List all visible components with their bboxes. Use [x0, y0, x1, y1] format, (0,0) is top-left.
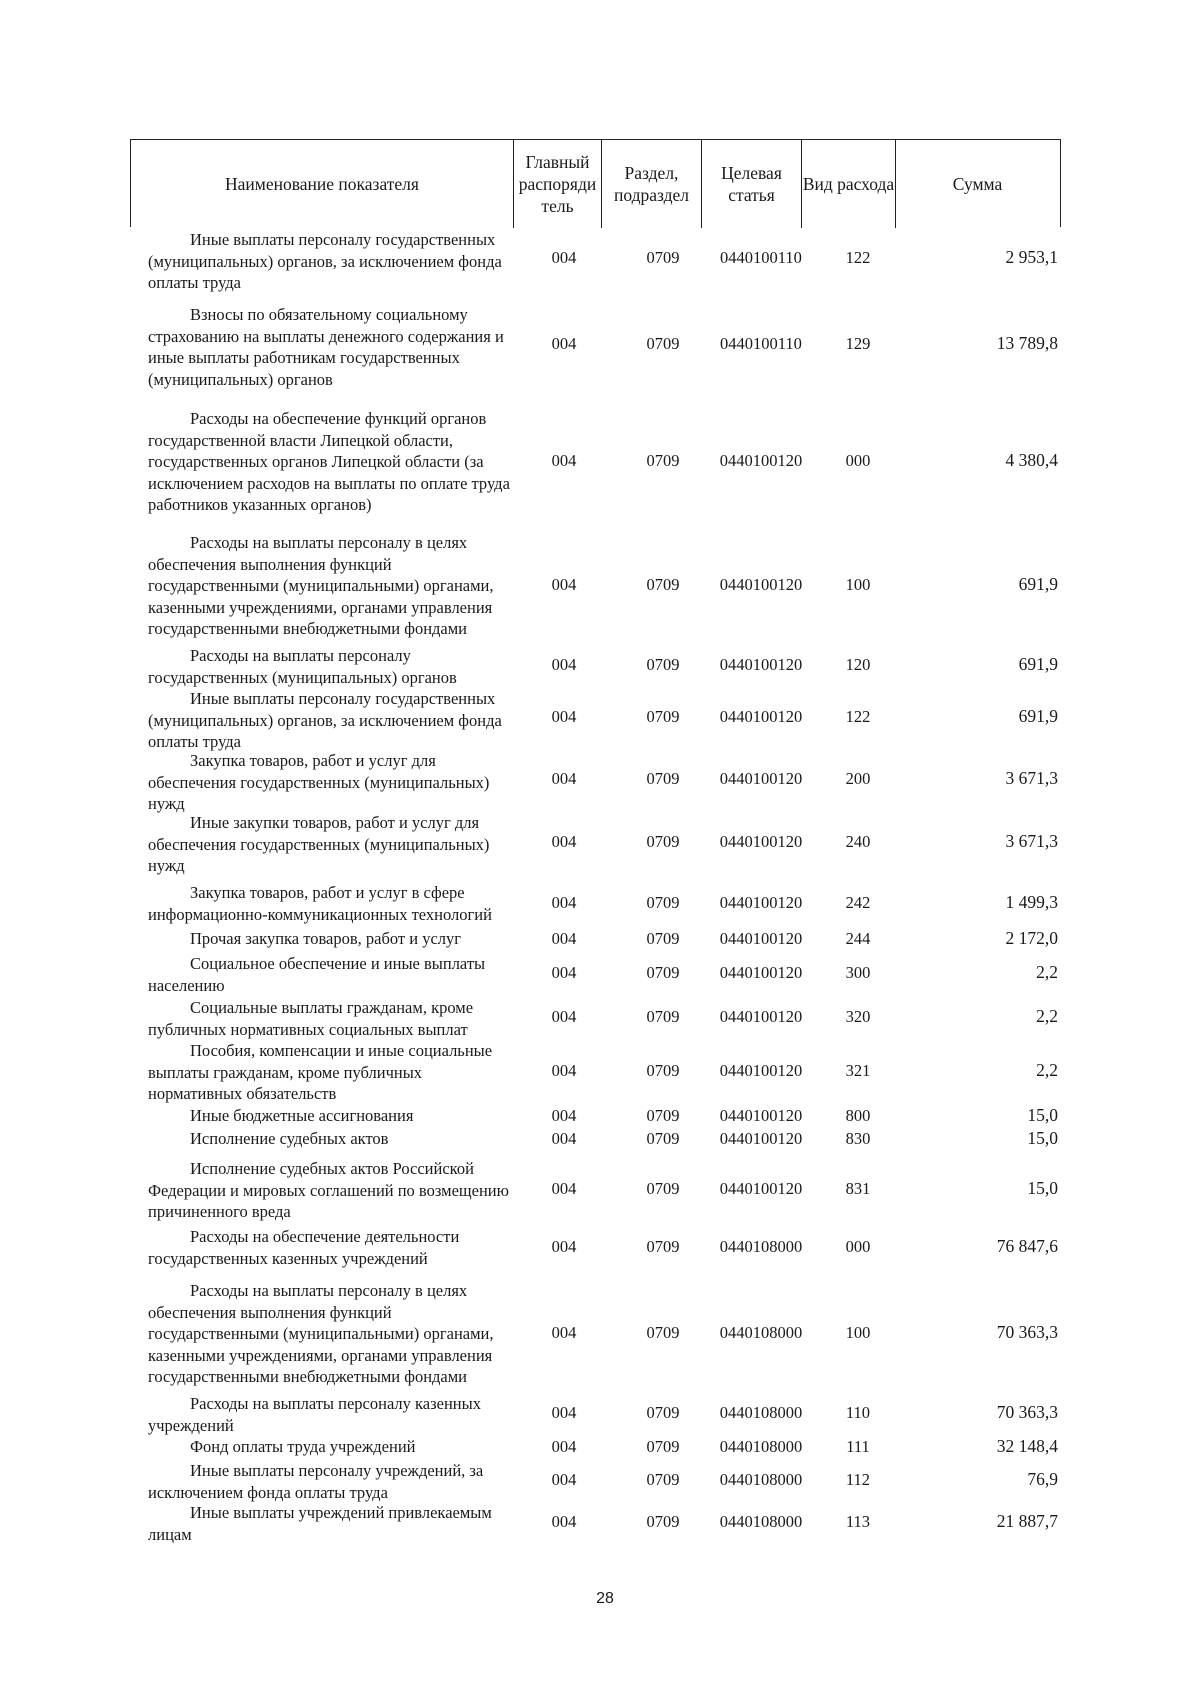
row-sum: 70 363,3 — [996, 1322, 1058, 1343]
row-name — [148, 1040, 520, 1105]
row-grbs: 004 — [551, 1437, 577, 1457]
row-grbs: 004 — [551, 1470, 577, 1490]
row-sum: 691,9 — [1018, 654, 1058, 675]
row-vr: 129 — [845, 334, 871, 354]
row-vr: 120 — [845, 655, 871, 675]
row-grbs: 004 — [551, 1512, 577, 1532]
row-grbs: 004 — [551, 1403, 577, 1423]
row-cs: 0440100120 — [719, 655, 803, 675]
row-name-text: Закупка товаров, работ и услуг в сфере информационно-коммуникационных технологий — [148, 883, 492, 924]
table-row — [148, 1226, 1058, 1268]
row-cs: 0440108000 — [719, 1403, 803, 1423]
header-name: Наименование показателя — [225, 174, 419, 194]
row-name-text: Иные выплаты персоналу государственных (муниципальных) органов, за исключением фонда оплаты труда — [148, 230, 502, 292]
row-razdel: 0709 — [646, 1323, 680, 1343]
table-row — [148, 1280, 1058, 1386]
table-row — [148, 1393, 1058, 1433]
row-sum: 21 887,7 — [996, 1511, 1058, 1532]
row-name — [148, 882, 520, 925]
row-grbs: 004 — [551, 451, 577, 471]
row-sum: 3 671,3 — [1005, 768, 1058, 789]
row-name-text: Расходы на выплаты персоналу казенных учреждений — [148, 1394, 481, 1435]
table-row — [148, 1158, 1058, 1220]
row-name-text: Пособия, компенсации и иные социальные выплаты гражданам, кроме публичных нормативных обязательств — [148, 1041, 493, 1103]
row-cs: 0440100120 — [719, 963, 803, 983]
row-grbs: 004 — [551, 707, 577, 727]
table-row — [148, 1040, 1058, 1102]
row-name — [148, 997, 520, 1040]
row-vr: 800 — [845, 1106, 871, 1126]
row-vr: 110 — [845, 1403, 871, 1423]
row-name-text: Иные закупки товаров, работ и услуг для обеспечения государственных (муниципальных) нужд — [148, 813, 490, 875]
row-name — [148, 532, 520, 640]
row-cs: 0440100110 — [720, 334, 802, 354]
table-row — [148, 688, 1058, 751]
row-vr: 830 — [845, 1129, 871, 1149]
row-vr: 122 — [845, 248, 871, 268]
row-sum: 1 499,3 — [1005, 892, 1058, 913]
table-row — [148, 812, 1058, 875]
row-grbs: 004 — [551, 575, 577, 595]
row-cs: 0440100120 — [719, 1179, 803, 1199]
row-sum: 15,0 — [1027, 1178, 1058, 1199]
header-vr: Вид расхода — [801, 140, 895, 228]
table-row — [148, 229, 1058, 292]
row-grbs: 004 — [551, 832, 577, 852]
row-grbs: 004 — [551, 334, 577, 354]
table-row — [148, 1105, 1058, 1127]
row-cs: 0440100110 — [720, 248, 802, 268]
row-sum: 2 172,0 — [1005, 928, 1058, 949]
row-cs: 0440100120 — [719, 832, 803, 852]
row-name-text: Фонд оплаты труда учреждений — [190, 1437, 416, 1456]
row-cs: 0440100120 — [719, 1007, 803, 1027]
table-row — [148, 882, 1058, 924]
row-name-text: Исполнение судебных актов — [190, 1129, 389, 1148]
row-vr: 100 — [845, 1323, 871, 1343]
table-header — [130, 139, 1061, 227]
table-row — [148, 750, 1058, 813]
row-razdel: 0709 — [646, 248, 680, 268]
row-name — [148, 645, 520, 688]
row-vr: 831 — [845, 1179, 871, 1199]
row-cs: 0440100120 — [719, 1106, 803, 1126]
row-razdel: 0709 — [646, 832, 680, 852]
row-name — [148, 1105, 520, 1127]
row-razdel: 0709 — [646, 1179, 680, 1199]
row-name-text: Расходы на выплаты персоналу государственных (муниципальных) органов — [148, 646, 457, 687]
table-row — [148, 1460, 1058, 1500]
row-name-text: Взносы по обязательному социальному страхованию на выплаты денежного содержания и иные выплаты работникам государственных (муниципальных) органов — [148, 305, 504, 389]
row-razdel: 0709 — [646, 575, 680, 595]
row-vr: 000 — [845, 1237, 871, 1257]
row-name-text: Иные выплаты учреждений привлекаемым лицам — [148, 1503, 492, 1544]
row-razdel: 0709 — [646, 963, 680, 983]
row-razdel: 0709 — [646, 1129, 680, 1149]
row-name — [148, 953, 520, 996]
row-razdel: 0709 — [646, 655, 680, 675]
row-cs: 0440100120 — [719, 769, 803, 789]
row-sum: 70 363,3 — [996, 1402, 1058, 1423]
row-name — [148, 1393, 520, 1436]
row-name-text: Социальные выплаты гражданам, кроме публичных нормативных социальных выплат — [148, 998, 474, 1039]
row-vr: 320 — [845, 1007, 871, 1027]
table-row — [148, 1436, 1058, 1458]
table-row — [148, 645, 1058, 685]
row-razdel: 0709 — [646, 769, 680, 789]
table-row — [148, 532, 1058, 638]
table-row — [148, 1502, 1058, 1542]
row-grbs: 004 — [551, 769, 577, 789]
row-name-text: Исполнение судебных актов Российской Федерации и мировых соглашений по возмещению причиненного вреда — [148, 1159, 509, 1221]
row-vr: 240 — [845, 832, 871, 852]
header-razdel: Раздел, подраздел — [601, 140, 701, 228]
row-sum: 15,0 — [1027, 1128, 1058, 1149]
row-vr: 100 — [845, 575, 871, 595]
row-razdel: 0709 — [646, 707, 680, 727]
row-grbs: 004 — [551, 929, 577, 949]
row-sum: 2,2 — [1036, 1006, 1058, 1027]
row-vr: 300 — [845, 963, 871, 983]
row-cs: 0440100120 — [719, 451, 803, 471]
row-sum: 76 847,6 — [996, 1236, 1058, 1257]
table-row — [148, 997, 1058, 1037]
row-sum: 13 789,8 — [996, 333, 1058, 354]
row-sum: 32 148,4 — [996, 1436, 1058, 1457]
row-grbs: 004 — [551, 1007, 577, 1027]
row-vr: 321 — [845, 1061, 871, 1081]
row-name — [148, 229, 520, 294]
row-vr: 242 — [845, 893, 871, 913]
page-number: 28 — [596, 1590, 614, 1607]
row-sum: 3 671,3 — [1005, 831, 1058, 852]
row-cs: 0440108000 — [719, 1470, 803, 1490]
row-name-text: Иные выплаты персоналу учреждений, за исключением фонда оплаты труда — [148, 1461, 484, 1502]
row-cs: 0440100120 — [719, 575, 803, 595]
row-name — [148, 1158, 520, 1223]
row-vr: 200 — [845, 769, 871, 789]
row-razdel: 0709 — [646, 1106, 680, 1126]
row-vr: 111 — [846, 1437, 870, 1457]
row-razdel: 0709 — [646, 1512, 680, 1532]
row-grbs: 004 — [551, 655, 577, 675]
row-sum: 691,9 — [1018, 706, 1058, 727]
row-cs: 0440108000 — [719, 1323, 803, 1343]
row-name — [148, 1226, 520, 1269]
row-name — [148, 1128, 520, 1150]
row-name — [148, 1436, 520, 1458]
row-sum: 2 953,1 — [1005, 247, 1058, 268]
header-cs: Целевая статья — [701, 140, 801, 228]
table-row — [148, 408, 1058, 514]
row-razdel: 0709 — [646, 1403, 680, 1423]
row-name-text: Иные выплаты персоналу государственных (муниципальных) органов, за исключением фонда оплаты труда — [148, 689, 502, 751]
row-name-text: Расходы на обеспечение деятельности государственных казенных учреждений — [148, 1227, 460, 1268]
row-vr: 244 — [845, 929, 871, 949]
row-razdel: 0709 — [646, 1470, 680, 1490]
row-sum: 2,2 — [1036, 1060, 1058, 1081]
row-cs: 0440100120 — [719, 893, 803, 913]
row-grbs: 004 — [551, 1061, 577, 1081]
row-grbs: 004 — [551, 1179, 577, 1199]
row-name-text: Социальное обеспечение и иные выплаты населению — [148, 954, 486, 995]
row-name — [148, 1460, 520, 1503]
row-cs: 0440100120 — [719, 929, 803, 949]
row-name — [148, 304, 520, 390]
row-vr: 113 — [845, 1512, 871, 1532]
row-razdel: 0709 — [646, 1061, 680, 1081]
row-name-text: Иные бюджетные ассигнования — [190, 1106, 414, 1125]
row-razdel: 0709 — [646, 1007, 680, 1027]
row-name — [148, 408, 520, 516]
row-sum: 2,2 — [1036, 962, 1058, 983]
table-row — [148, 1128, 1058, 1150]
row-name-text: Прочая закупка товаров, работ и услуг — [190, 929, 462, 948]
row-vr: 112 — [845, 1470, 871, 1490]
row-razdel: 0709 — [646, 1237, 680, 1257]
row-cs: 0440108000 — [719, 1512, 803, 1532]
row-name — [148, 928, 520, 950]
row-name-text: Расходы на обеспечение функций органов государственной власти Липецкой области, государственных органов Липецкой области (за исключением расходов на выплаты по оплате труда работников указанных органов) — [148, 409, 510, 514]
row-cs: 0440100120 — [719, 1129, 803, 1149]
row-razdel: 0709 — [646, 929, 680, 949]
table-row — [148, 953, 1058, 993]
row-name — [148, 750, 520, 815]
row-name — [148, 688, 520, 753]
row-cs: 0440108000 — [719, 1437, 803, 1457]
row-cs: 0440100120 — [719, 1061, 803, 1081]
row-vr: 000 — [845, 451, 871, 471]
row-grbs: 004 — [551, 1237, 577, 1257]
row-sum: 15,0 — [1027, 1105, 1058, 1126]
header-grbs: Главный распоряди тель — [513, 140, 601, 228]
row-name-text: Расходы на выплаты персоналу в целях обеспечения выполнения функций государственными (муниципальными) органами, казенными учреждениями, органами управления государственными внебюджетными фондами — [148, 533, 494, 638]
header-sum: Сумма — [895, 140, 1059, 228]
row-name-text: Расходы на выплаты персоналу в целях обеспечения выполнения функций государственными (муниципальными) органами, казенными учреждениями, органами управления государственными внебюджетными фондами — [148, 1281, 494, 1386]
row-razdel: 0709 — [646, 893, 680, 913]
row-grbs: 004 — [551, 893, 577, 913]
row-sum: 76,9 — [1027, 1469, 1058, 1490]
table-row — [148, 928, 1058, 950]
row-grbs: 004 — [551, 1323, 577, 1343]
table-row — [148, 304, 1058, 389]
row-grbs: 004 — [551, 1129, 577, 1149]
row-name — [148, 1280, 520, 1388]
row-sum: 691,9 — [1018, 574, 1058, 595]
row-razdel: 0709 — [646, 451, 680, 471]
row-name — [148, 1502, 520, 1545]
row-vr: 122 — [845, 707, 871, 727]
row-grbs: 004 — [551, 1106, 577, 1126]
row-grbs: 004 — [551, 248, 577, 268]
row-name-text: Закупка товаров, работ и услуг для обеспечения государственных (муниципальных) нужд — [148, 751, 490, 813]
row-razdel: 0709 — [646, 1437, 680, 1457]
row-razdel: 0709 — [646, 334, 680, 354]
row-cs: 0440100120 — [719, 707, 803, 727]
row-grbs: 004 — [551, 963, 577, 983]
row-cs: 0440108000 — [719, 1237, 803, 1257]
row-sum: 4 380,4 — [1005, 450, 1058, 471]
row-name — [148, 812, 520, 877]
